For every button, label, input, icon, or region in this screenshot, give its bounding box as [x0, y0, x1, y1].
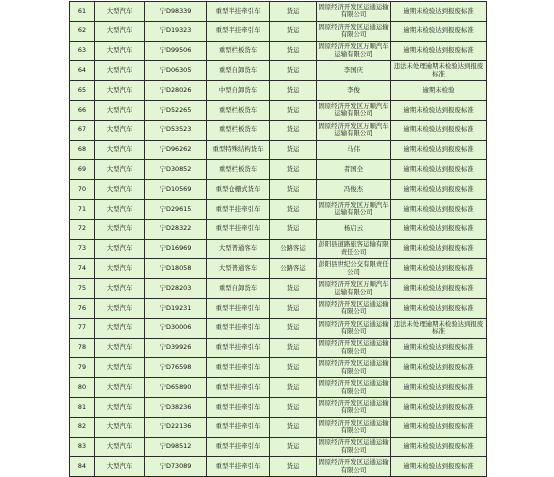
status-cell: 逾期未检验达到报废标准: [391, 239, 487, 259]
usage-cell: 货运: [270, 160, 317, 180]
usage-cell: 货运: [270, 358, 317, 378]
usage-cell: 货运: [270, 378, 317, 398]
owner-cell: 固原经济开发区万顺汽车运输有限公司: [317, 279, 391, 299]
plate-number-cell: 宁D73089: [145, 457, 207, 477]
owner-cell: 李国庆: [317, 61, 391, 81]
status-cell: 逾期未检验达到报废标准: [391, 259, 487, 279]
owner-cell: 固原经济开发区运通运输有限公司: [317, 21, 391, 41]
row-number-cell: 64: [70, 61, 95, 81]
plate-number-cell: 宁D98512: [145, 437, 207, 457]
usage-cell: 货运: [270, 397, 317, 417]
vehicle-class-cell: 大型汽车: [95, 239, 145, 259]
row-number-cell: 80: [70, 378, 95, 398]
usage-cell: 货运: [270, 298, 317, 318]
usage-cell: 货运: [270, 279, 317, 299]
row-number-cell: 66: [70, 100, 95, 120]
status-cell: 逾期未检验达到报废标准: [391, 457, 487, 477]
row-number-cell: 76: [70, 298, 95, 318]
table-row: [70, 180, 487, 200]
vehicle-type-cell: 重型半挂牵引车: [207, 378, 270, 398]
plate-number-cell: 宁D96262: [145, 140, 207, 160]
usage-cell: 货运: [270, 219, 317, 239]
vehicle-type-cell: 重型半挂牵引车: [207, 318, 270, 338]
table-row: [70, 279, 487, 299]
usage-cell: 货运: [270, 2, 317, 22]
row-number-cell: 79: [70, 358, 95, 378]
row-number-cell: 73: [70, 239, 95, 259]
vehicle-class-cell: 大型汽车: [95, 140, 145, 160]
plate-number-cell: 宁D98339: [145, 2, 207, 22]
row-number-cell: 63: [70, 41, 95, 61]
vehicle-class-cell: 大型汽车: [95, 199, 145, 219]
status-cell: 逾期未检验达到报废标准: [391, 437, 487, 457]
table-row: [70, 21, 487, 41]
status-cell: 逾期未检验达到报废标准: [391, 279, 487, 299]
row-number-cell: 61: [70, 2, 95, 22]
row-number-cell: 83: [70, 437, 95, 457]
plate-number-cell: 宁D53523: [145, 120, 207, 140]
plate-number-cell: 宁D30852: [145, 160, 207, 180]
table-row: [70, 437, 487, 457]
table-row: [70, 417, 487, 437]
status-cell: 违法未处理逾期未检验达到报废标准: [391, 318, 487, 338]
owner-cell: 固原经济开发区运通运输有限公司: [317, 2, 391, 22]
status-cell: 逾期未检验达到报废标准: [391, 378, 487, 398]
table-row: [70, 199, 487, 219]
usage-cell: 货运: [270, 81, 317, 101]
vehicle-class-cell: 大型汽车: [95, 61, 145, 81]
plate-number-cell: 宁D29615: [145, 199, 207, 219]
vehicle-class-cell: 大型汽车: [95, 338, 145, 358]
usage-cell: 货运: [270, 120, 317, 140]
status-cell: 逾期未检验达到报废标准: [391, 417, 487, 437]
row-number-cell: 71: [70, 199, 95, 219]
owner-cell: 固原经济开发区运通运输有限公司: [317, 298, 391, 318]
vehicle-class-cell: 大型汽车: [95, 298, 145, 318]
status-cell: 逾期未检验达到报废标准: [391, 338, 487, 358]
plate-number-cell: 宁D30006: [145, 318, 207, 338]
owner-cell: 者国全: [317, 160, 391, 180]
status-cell: 逾期未检验达到报废标准: [391, 298, 487, 318]
usage-cell: 货运: [270, 199, 317, 219]
owner-cell: 固原经济开发区万顺汽车运输有限公司: [317, 100, 391, 120]
row-number-cell: 77: [70, 318, 95, 338]
owner-cell: 李俊: [317, 81, 391, 101]
table-row: [70, 140, 487, 160]
row-number-cell: 75: [70, 279, 95, 299]
status-cell: 逾期未检验达到报废标准: [391, 41, 487, 61]
plate-number-cell: 宁D06305: [145, 61, 207, 81]
vehicle-class-cell: 大型汽车: [95, 378, 145, 398]
table-row: [70, 318, 487, 338]
vehicle-class-cell: 大型汽车: [95, 318, 145, 338]
vehicle-class-cell: 大型汽车: [95, 180, 145, 200]
table-row: [70, 2, 487, 22]
usage-cell: 公路客运: [270, 259, 317, 279]
plate-number-cell: 宁D19231: [145, 298, 207, 318]
usage-cell: 货运: [270, 180, 317, 200]
table-row: [70, 298, 487, 318]
vehicle-class-cell: 大型汽车: [95, 41, 145, 61]
usage-cell: 货运: [270, 41, 317, 61]
owner-cell: 固原经济开发区万顺汽车运输有限公司: [317, 120, 391, 140]
row-number-cell: 72: [70, 219, 95, 239]
plate-number-cell: 宁D16969: [145, 239, 207, 259]
owner-cell: 冯俊杰: [317, 180, 391, 200]
usage-cell: 货运: [270, 437, 317, 457]
vehicle-type-cell: 重型半挂牵引车: [207, 417, 270, 437]
table-row: [70, 100, 487, 120]
table-row: [70, 219, 487, 239]
plate-number-cell: 宁D10569: [145, 180, 207, 200]
vehicle-type-cell: 重型特殊结构货车: [207, 140, 270, 160]
table-row: [70, 81, 487, 101]
row-number-cell: 68: [70, 140, 95, 160]
table-row: [70, 358, 487, 378]
vehicle-type-cell: 重型栏板货车: [207, 120, 270, 140]
vehicle-type-cell: 重型栏板货车: [207, 160, 270, 180]
status-cell: 逾期未检验达到报废标准: [391, 199, 487, 219]
status-cell: 逾期未检验达到报废标准: [391, 140, 487, 160]
vehicle-class-cell: 大型汽车: [95, 100, 145, 120]
vehicle-class-cell: 大型汽车: [95, 219, 145, 239]
plate-number-cell: 宁D38236: [145, 397, 207, 417]
vehicle-type-cell: 重型半挂牵引车: [207, 199, 270, 219]
vehicle-table-body: [70, 2, 487, 477]
vehicle-class-cell: 大型汽车: [95, 81, 145, 101]
status-cell: 逾期未检验: [391, 81, 487, 101]
vehicle-class-cell: 大型汽车: [95, 120, 145, 140]
vehicle-class-cell: 大型汽车: [95, 259, 145, 279]
vehicle-type-cell: 重型半挂牵引车: [207, 457, 270, 477]
row-number-cell: 84: [70, 457, 95, 477]
vehicle-class-cell: 大型汽车: [95, 2, 145, 22]
table-row: [70, 397, 487, 417]
row-number-cell: 70: [70, 180, 95, 200]
status-cell: 逾期未检验达到报废标准: [391, 180, 487, 200]
vehicle-type-cell: 大型普通客车: [207, 239, 270, 259]
usage-cell: 货运: [270, 61, 317, 81]
plate-number-cell: 宁D28026: [145, 81, 207, 101]
plate-number-cell: 宁D28322: [145, 219, 207, 239]
owner-cell: 杨启云: [317, 219, 391, 239]
plate-number-cell: 宁D22136: [145, 417, 207, 437]
vehicle-type-cell: 重型半挂牵引车: [207, 358, 270, 378]
owner-cell: 固原经济开发区运通运输有限公司: [317, 437, 391, 457]
vehicle-type-cell: 重型栏板货车: [207, 100, 270, 120]
usage-cell: 货运: [270, 100, 317, 120]
row-number-cell: 82: [70, 417, 95, 437]
owner-cell: 固原经济开发区万顺汽车运输有限公司: [317, 41, 391, 61]
vehicle-class-cell: 大型汽车: [95, 397, 145, 417]
status-cell: 逾期未检验达到报废标准: [391, 120, 487, 140]
vehicle-table: [69, 1, 487, 477]
status-cell: 逾期未检验达到报废标准: [391, 160, 487, 180]
status-cell: 逾期未检验达到报废标准: [391, 219, 487, 239]
vehicle-type-cell: 中型自卸货车: [207, 81, 270, 101]
vehicle-type-cell: 重型半挂牵引车: [207, 219, 270, 239]
vehicle-type-cell: 重型半挂牵引车: [207, 298, 270, 318]
vehicle-class-cell: 大型汽车: [95, 279, 145, 299]
usage-cell: 公路客运: [270, 239, 317, 259]
status-cell: 逾期未检验达到报废标准: [391, 358, 487, 378]
table-row: [70, 61, 487, 81]
row-number-cell: 78: [70, 338, 95, 358]
status-cell: 违法未处理逾期未检验达到报废标准: [391, 61, 487, 81]
vehicle-type-cell: 重型栏板货车: [207, 41, 270, 61]
plate-number-cell: 宁D76598: [145, 358, 207, 378]
plate-number-cell: 宁D65890: [145, 378, 207, 398]
vehicle-type-cell: 重型半挂牵引车: [207, 2, 270, 22]
owner-cell: 彭阳县道路旅客运输有限责任公司: [317, 239, 391, 259]
vehicle-class-cell: 大型汽车: [95, 21, 145, 41]
usage-cell: 货运: [270, 140, 317, 160]
table-row: [70, 41, 487, 61]
owner-cell: 马伟: [317, 140, 391, 160]
table-row: [70, 259, 487, 279]
plate-number-cell: 宁D18058: [145, 259, 207, 279]
vehicle-type-cell: 重型自卸货车: [207, 279, 270, 299]
vehicle-type-cell: 大型普通客车: [207, 259, 270, 279]
row-number-cell: 81: [70, 397, 95, 417]
row-number-cell: 62: [70, 21, 95, 41]
owner-cell: 固原经济开发区运通运输有限公司: [317, 378, 391, 398]
owner-cell: 固原经济开发区运通运输有限公司: [317, 417, 391, 437]
plate-number-cell: 宁D52265: [145, 100, 207, 120]
vehicle-type-cell: 重型半挂牵引车: [207, 338, 270, 358]
table-row: [70, 239, 487, 259]
owner-cell: 固原经济开发区运通运输有限公司: [317, 457, 391, 477]
row-number-cell: 74: [70, 259, 95, 279]
vehicle-type-cell: 重型半挂牵引车: [207, 437, 270, 457]
status-cell: 逾期未检验达到报废标准: [391, 2, 487, 22]
plate-number-cell: 宁D39926: [145, 338, 207, 358]
row-number-cell: 69: [70, 160, 95, 180]
row-number-cell: 65: [70, 81, 95, 101]
owner-cell: 固原经济开发区万顺汽车运输有限公司: [317, 199, 391, 219]
vehicle-type-cell: 重型半挂牵引车: [207, 21, 270, 41]
vehicle-class-cell: 大型汽车: [95, 358, 145, 378]
row-number-cell: 67: [70, 120, 95, 140]
vehicle-type-cell: 重型自卸货车: [207, 61, 270, 81]
usage-cell: 货运: [270, 417, 317, 437]
owner-cell: 固原经济开发区运通运输有限公司: [317, 338, 391, 358]
status-cell: 逾期未检验达到报废标准: [391, 397, 487, 417]
table-row: [70, 120, 487, 140]
usage-cell: 货运: [270, 318, 317, 338]
vehicle-class-cell: 大型汽车: [95, 457, 145, 477]
table-row: [70, 378, 487, 398]
table-row: [70, 160, 487, 180]
table-row: [70, 338, 487, 358]
owner-cell: 固原经济开发区运通运输有限公司: [317, 358, 391, 378]
table-row: [70, 457, 487, 477]
plate-number-cell: 宁D28203: [145, 279, 207, 299]
status-cell: 逾期未检验达到报废标准: [391, 21, 487, 41]
vehicle-class-cell: 大型汽车: [95, 160, 145, 180]
vehicle-type-cell: 重型仓栅式货车: [207, 180, 270, 200]
usage-cell: 货运: [270, 457, 317, 477]
usage-cell: 货运: [270, 338, 317, 358]
plate-number-cell: 宁D99506: [145, 41, 207, 61]
owner-cell: 固原经济开发区运通运输有限公司: [317, 397, 391, 417]
usage-cell: 货运: [270, 21, 317, 41]
plate-number-cell: 宁D19323: [145, 21, 207, 41]
status-cell: 逾期未检验达到报废标准: [391, 100, 487, 120]
vehicle-type-cell: 重型半挂牵引车: [207, 397, 270, 417]
owner-cell: 彭阳县世纪公交有限责任公司: [317, 259, 391, 279]
vehicle-class-cell: 大型汽车: [95, 417, 145, 437]
vehicle-class-cell: 大型汽车: [95, 437, 145, 457]
owner-cell: 固原经济开发区运通运输有限公司: [317, 318, 391, 338]
